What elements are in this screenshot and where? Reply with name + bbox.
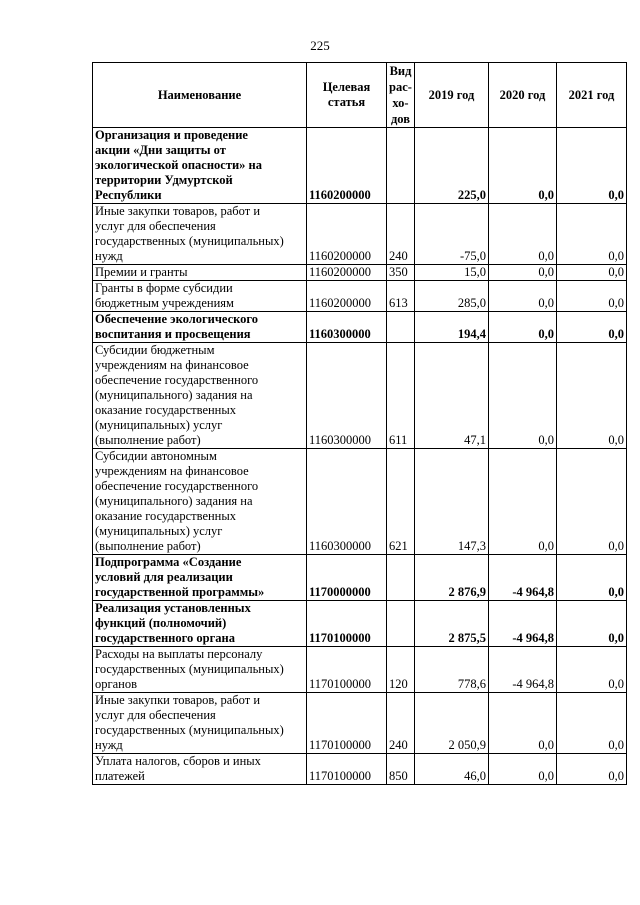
header-target: Целевая статья (307, 63, 387, 128)
table-row (93, 449, 627, 555)
cell-2020: 0,0 (489, 281, 557, 312)
cell-expense-type (387, 555, 415, 601)
cell-name: Субсидии автономным учреждениям на финансовое обеспечение государственного (муниципального) задания на оказание государственных (муниципальных) услуг (выполнение работ) (93, 449, 307, 555)
cell-2020: 0,0 (489, 128, 557, 204)
cell-name: Гранты в форме субсидии бюджетным учреждениям (93, 281, 307, 312)
cell-2021: 0,0 (557, 647, 627, 693)
cell-expense-type (387, 128, 415, 204)
cell-expense-type (387, 601, 415, 647)
cell-name: Иные закупки товаров, работ и услуг для обеспечения государственных (муниципальных) нужд (93, 693, 307, 754)
cell-name: Премии и гранты (93, 265, 307, 281)
cell-2020: 0,0 (489, 343, 557, 449)
table-header-row (93, 63, 627, 128)
cell-2021: 0,0 (557, 693, 627, 754)
cell-2020: 0,0 (489, 312, 557, 343)
cell-2019: 194,4 (415, 312, 489, 343)
table-row (93, 693, 627, 754)
cell-2021: 0,0 (557, 601, 627, 647)
budget-table (92, 62, 627, 785)
cell-2020: 0,0 (489, 449, 557, 555)
cell-target-code: 1160300000 (307, 449, 387, 555)
cell-2019: 47,1 (415, 343, 489, 449)
cell-2019: 147,3 (415, 449, 489, 555)
cell-expense-type (387, 312, 415, 343)
cell-expense-type: 240 (387, 204, 415, 265)
cell-expense-type: 611 (387, 343, 415, 449)
cell-target-code: 1170100000 (307, 754, 387, 785)
cell-expense-type: 350 (387, 265, 415, 281)
table-row (93, 265, 627, 281)
cell-2019: -75,0 (415, 204, 489, 265)
cell-2019: 15,0 (415, 265, 489, 281)
cell-2020: -4 964,8 (489, 555, 557, 601)
cell-2021: 0,0 (557, 754, 627, 785)
cell-name: Реализация установленных функций (полномочий) государственного органа (93, 601, 307, 647)
cell-2020: 0,0 (489, 265, 557, 281)
cell-2019: 2 050,9 (415, 693, 489, 754)
cell-expense-type: 613 (387, 281, 415, 312)
page-number: 225 (310, 38, 330, 53)
cell-target-code: 1160200000 (307, 204, 387, 265)
cell-target-code: 1170100000 (307, 601, 387, 647)
header-name: Наименование (93, 63, 307, 128)
header-type: Вид рас- хо- дов (387, 63, 415, 128)
table-row (93, 312, 627, 343)
header-2021: 2021 год (557, 63, 627, 128)
cell-name: Обеспечение экологического воспитания и просвещения (93, 312, 307, 343)
cell-target-code: 1170000000 (307, 555, 387, 601)
cell-target-code: 1160300000 (307, 343, 387, 449)
cell-name: Подпрограмма «Создание условий для реализации государственной программы» (93, 555, 307, 601)
header-2020: 2020 год (489, 63, 557, 128)
cell-2021: 0,0 (557, 281, 627, 312)
header-2019: 2019 год (415, 63, 489, 128)
cell-2021: 0,0 (557, 204, 627, 265)
table-row (93, 128, 627, 204)
cell-name: Расходы на выплаты персоналу государственных (муниципальных) органов (93, 647, 307, 693)
table-row (93, 281, 627, 312)
cell-expense-type: 850 (387, 754, 415, 785)
cell-2019: 225,0 (415, 128, 489, 204)
table-row (93, 754, 627, 785)
cell-target-code: 1160200000 (307, 265, 387, 281)
cell-2020: 0,0 (489, 754, 557, 785)
cell-target-code: 1160300000 (307, 312, 387, 343)
cell-2020: -4 964,8 (489, 601, 557, 647)
cell-name: Иные закупки товаров, работ и услуг для обеспечения государственных (муниципальных) нужд (93, 204, 307, 265)
cell-2020: -4 964,8 (489, 647, 557, 693)
cell-2020: 0,0 (489, 693, 557, 754)
cell-2019: 46,0 (415, 754, 489, 785)
cell-2021: 0,0 (557, 555, 627, 601)
cell-2021: 0,0 (557, 312, 627, 343)
cell-2019: 2 875,5 (415, 601, 489, 647)
cell-2019: 285,0 (415, 281, 489, 312)
cell-2021: 0,0 (557, 265, 627, 281)
cell-target-code: 1170100000 (307, 647, 387, 693)
table-row (93, 343, 627, 449)
cell-2021: 0,0 (557, 128, 627, 204)
cell-name: Организация и проведение акции «Дни защиты от экологической опасности» на территории Удмуртской Республики (93, 128, 307, 204)
cell-2019: 778,6 (415, 647, 489, 693)
cell-2021: 0,0 (557, 343, 627, 449)
cell-target-code: 1160200000 (307, 281, 387, 312)
cell-target-code: 1170100000 (307, 693, 387, 754)
cell-target-code: 1160200000 (307, 128, 387, 204)
cell-name: Субсидии бюджетным учреждениям на финансовое обеспечение государственного (муниципального) задания на оказание государственных (муниципальных) услуг (выполнение работ) (93, 343, 307, 449)
cell-expense-type: 621 (387, 449, 415, 555)
cell-2020: 0,0 (489, 204, 557, 265)
table-row (93, 601, 627, 647)
table-row (93, 204, 627, 265)
cell-name: Уплата налогов, сборов и иных платежей (93, 754, 307, 785)
table-row (93, 647, 627, 693)
cell-expense-type: 240 (387, 693, 415, 754)
cell-2021: 0,0 (557, 449, 627, 555)
cell-expense-type: 120 (387, 647, 415, 693)
cell-2019: 2 876,9 (415, 555, 489, 601)
table-row (93, 555, 627, 601)
